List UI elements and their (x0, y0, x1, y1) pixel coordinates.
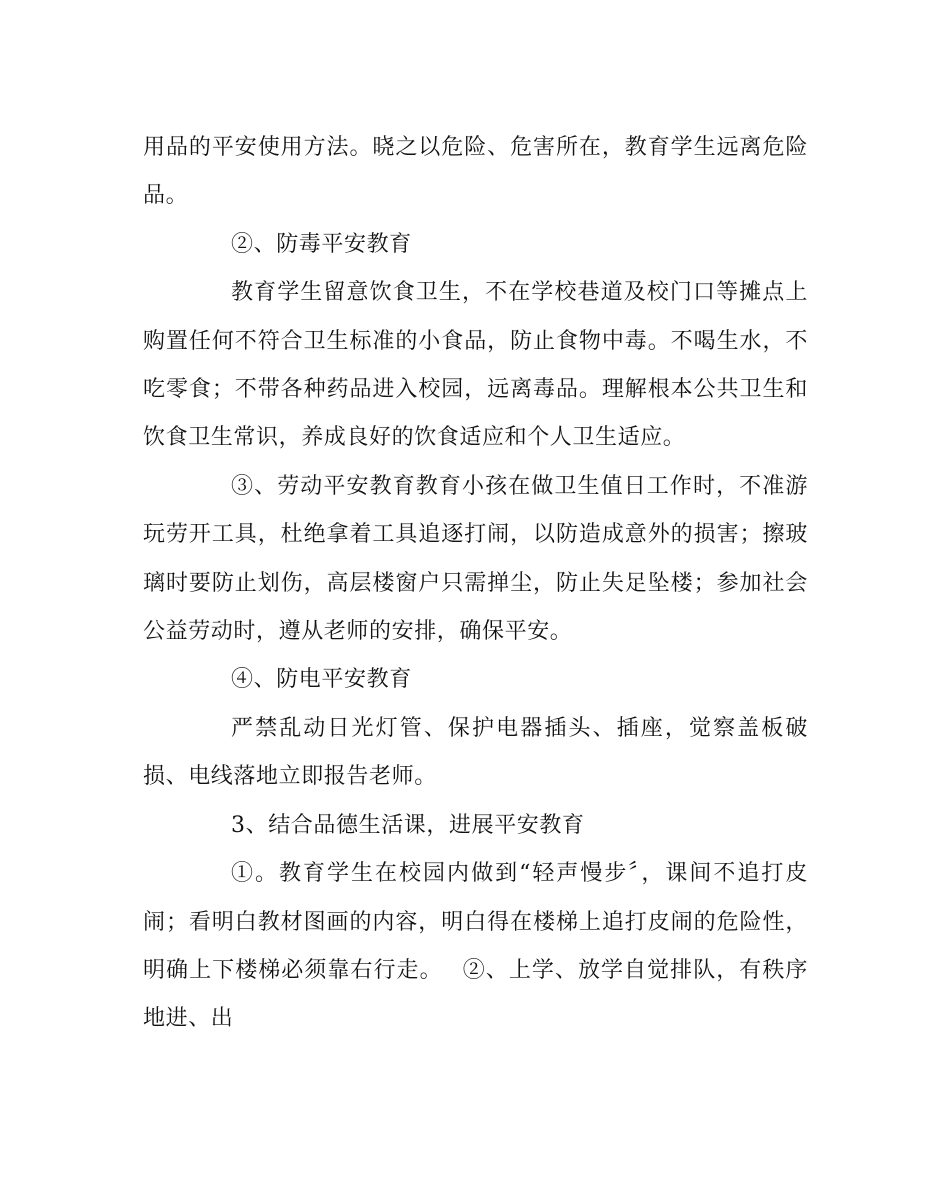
paragraph-labor-safety: ③、劳动平安教育教育小孩在做卫生值日工作时，不准游玩劳开工具，杜绝拿着工具追逐打闹，以防造成意外的损害；擦玻璃时要防止划伤，高层楼窗户只需掸尘，防止失足坠楼；参加社会公益劳动时，遵从老师的安排，确保平安。 (143, 473, 808, 645)
document-body (143, 124, 808, 1044)
heading-electric-safety: ④、防电平安教育 (231, 667, 412, 693)
heading-moral-life-class: 3、结合品德生活课，进展平安教育 (231, 812, 585, 838)
paragraph-continued-dangerous-goods: 用品的平安使用方法。晓之以危险、危害所在，教育学生远离危险品。 (143, 135, 808, 209)
paragraph-campus-behavior: ①。教育学生在校园内做到“轻声慢步〞，课间不追打皮闹；看明白教材图画的内容，明白得在楼梯上追打皮闹的危险性，明确上下楼梯必须靠右行走。 ②、上学、放学自觉排队，有秩序地进、出 (143, 861, 808, 1032)
heading-anti-poison-safety: ②、防毒平安教育 (231, 231, 412, 257)
paragraph-electric-safety: 严禁乱动日光灯管、保护电器插头、插座，觉察盖板破损、电线落地立即报告老师。 (143, 715, 808, 790)
paragraph-food-hygiene: 教育学生留意饮食卫生，不在学校巷道及校门口等摊点上购置任何不符合卫生标准的小食品，防止食物中毒。不喝生水，不吃零食；不带各种药品进入校园，远离毒品。理解根本公共卫生和饮食卫生常识，养成良好的饮食适应和个人卫生适应。 (143, 280, 808, 451)
